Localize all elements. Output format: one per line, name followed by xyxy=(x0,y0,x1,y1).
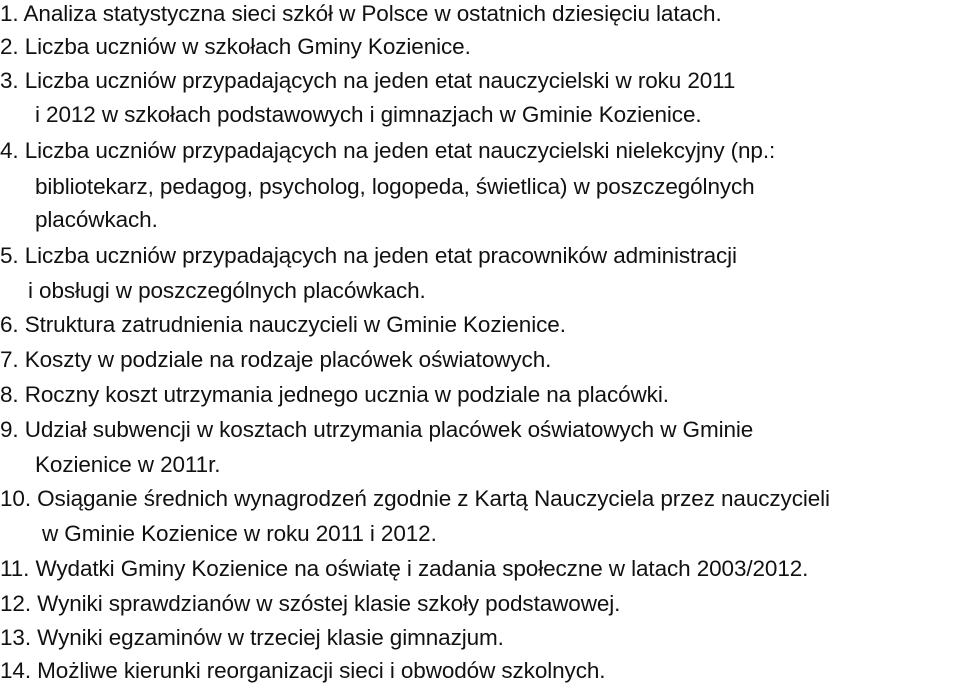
item-text: Roczny koszt utrzymania jednego ucznia w podziale na placówki. xyxy=(24,382,669,407)
list-item-9-continuation: Kozienice w 2011r. xyxy=(35,452,221,477)
item-number: 6. xyxy=(0,312,19,337)
item-number: 12. xyxy=(0,591,31,616)
item-number: 13. xyxy=(0,625,31,650)
list-item-5 xyxy=(0,241,737,271)
item-number: 5. xyxy=(0,243,19,268)
list-item-14 xyxy=(0,656,605,686)
list-item-10 xyxy=(0,484,830,514)
list-item-9 xyxy=(0,415,753,445)
item-number: 8. xyxy=(0,382,19,407)
item-number: 1. xyxy=(0,1,19,26)
list-item-5-continuation: i obsługi w poszczególnych placówkach. xyxy=(28,278,426,303)
item-number: 3. xyxy=(0,68,19,93)
item-text: Wyniki sprawdzianów w szóstej klasie szkoły podstawowej. xyxy=(37,591,621,616)
list-item-10-continuation: w Gminie Kozienice w roku 2011 i 2012. xyxy=(42,521,437,546)
item-text: Liczba uczniów przypadających na jeden etat pracowników administracji xyxy=(24,243,737,268)
item-text: Wyniki egzaminów w trzeciej klasie gimnazjum. xyxy=(37,625,504,650)
list-item-7 xyxy=(0,345,551,375)
item-number: 2. xyxy=(0,34,19,59)
list-item-3-continuation: i 2012 w szkołach podstawowych i gimnazjach w Gminie Kozienice. xyxy=(35,102,702,127)
list-item-4-continuation: bibliotekarz, pedagog, psycholog, logopeda, świetlica) w poszczególnych xyxy=(35,174,755,199)
item-text: Osiąganie średnich wynagrodzeń zgodnie z Kartą Nauczyciela przez nauczycieli xyxy=(37,486,830,511)
list-item-13 xyxy=(0,623,504,653)
item-number: 4. xyxy=(0,138,19,163)
item-number: 14. xyxy=(0,658,31,683)
item-text: Liczba uczniów przypadających na jeden etat nauczycielski nielekcyjny (np.: xyxy=(24,138,776,163)
item-text: Liczba uczniów przypadających na jeden etat nauczycielski w roku 2011 xyxy=(24,68,736,93)
list-item-8 xyxy=(0,380,669,410)
list-item-12 xyxy=(0,589,620,619)
list-item-4-continuation: placówkach. xyxy=(35,207,158,232)
item-text: Struktura zatrudnienia nauczycieli w Gminie Kozienice. xyxy=(24,312,566,337)
item-text: Udział subwencji w kosztach utrzymania placówek oświatowych w Gminie xyxy=(24,417,754,442)
item-number: 11. xyxy=(0,556,30,581)
list-item-4 xyxy=(0,136,775,166)
item-text: Koszty w podziale na rodzaje placówek oświatowych. xyxy=(24,347,552,372)
list-item-1 xyxy=(0,0,722,29)
list-item-3 xyxy=(0,66,735,96)
item-number: 7. xyxy=(0,347,19,372)
list-item-6 xyxy=(0,310,566,340)
item-number: 10. xyxy=(0,486,31,511)
item-text: Wydatki Gminy Kozienice na oświatę i zadania społeczne w latach 2003/2012. xyxy=(35,556,809,581)
item-text: Analiza statystyczna sieci szkół w Polsce w ostatnich dziesięciu latach. xyxy=(23,1,722,26)
item-text: Liczba uczniów w szkołach Gminy Kozienice. xyxy=(24,34,471,59)
list-item-11 xyxy=(0,554,808,584)
item-number: 9. xyxy=(0,417,19,442)
list-item-2 xyxy=(0,32,471,62)
item-text: Możliwe kierunki reorganizacji sieci i obwodów szkolnych. xyxy=(37,658,606,683)
